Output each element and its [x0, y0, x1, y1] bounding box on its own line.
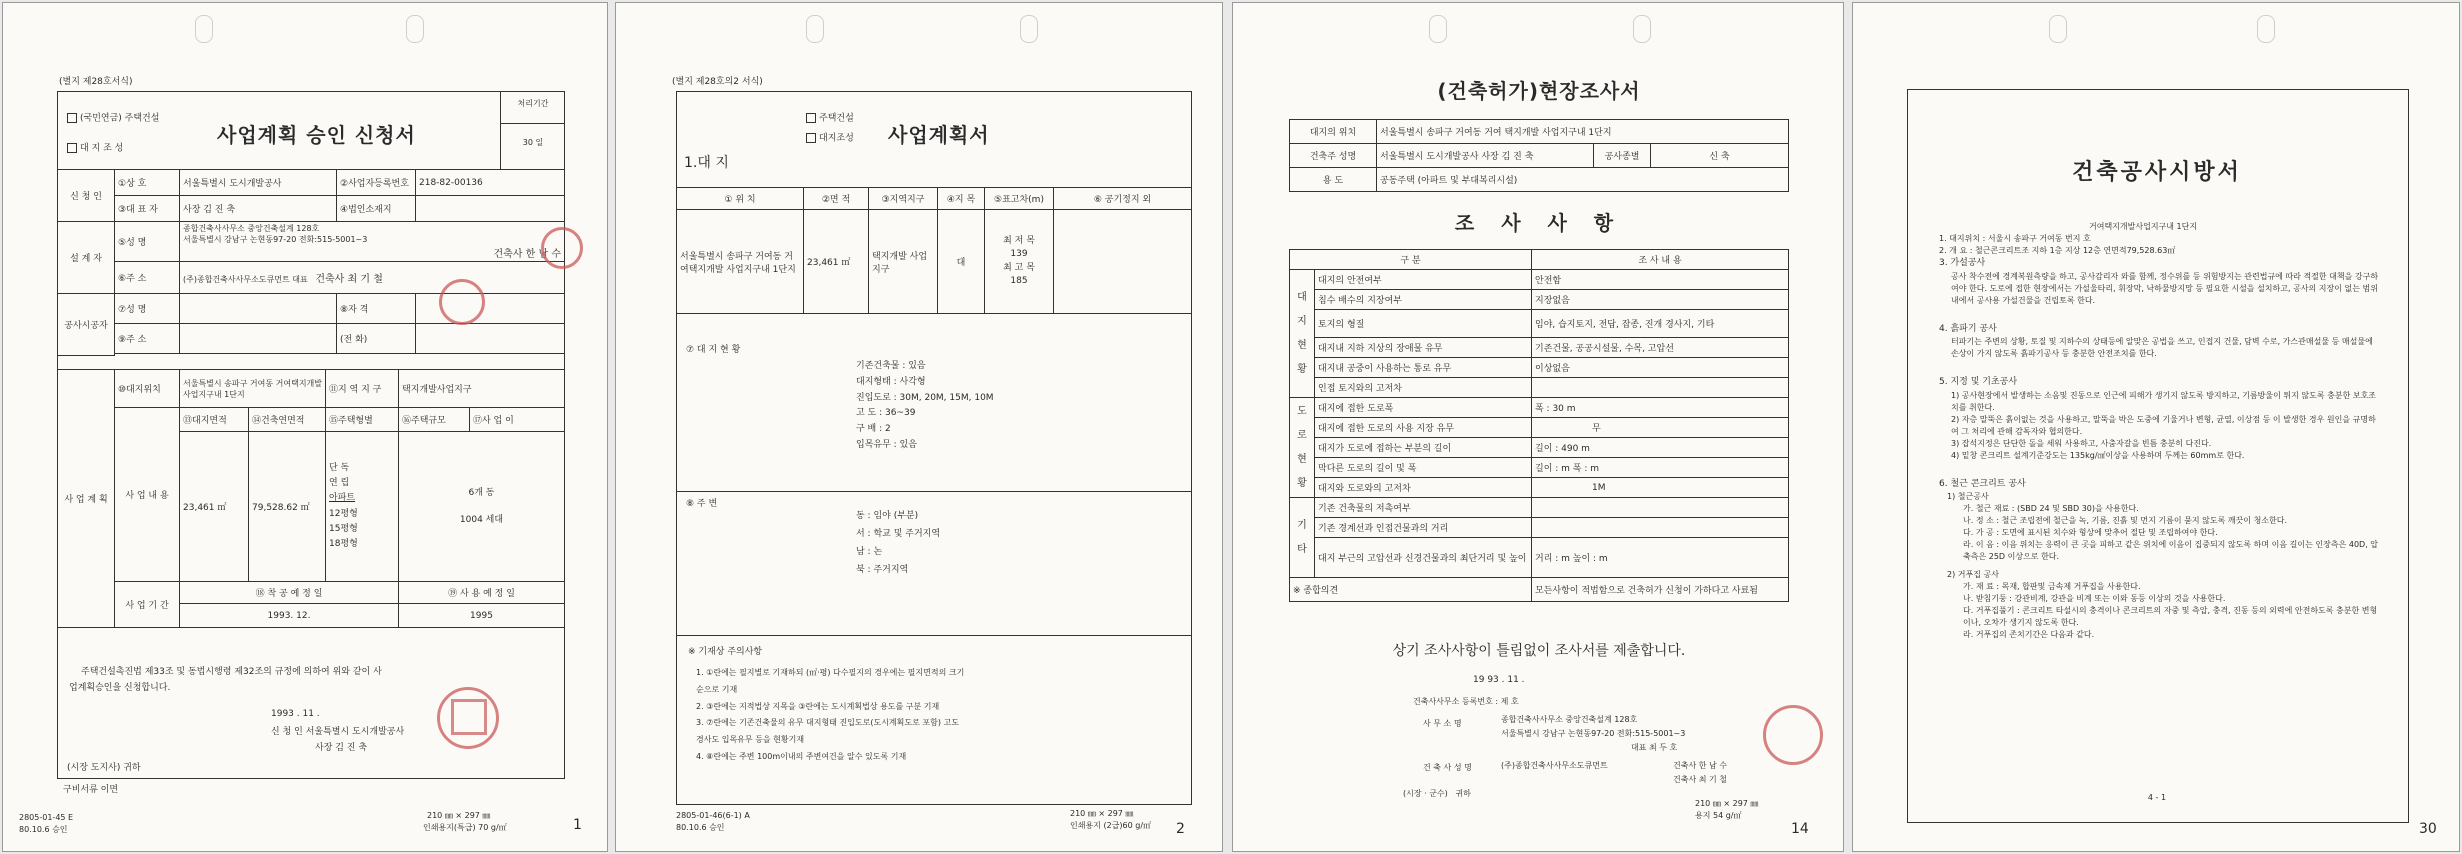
value-end: 1995 — [399, 604, 565, 628]
spec-paragraph: 2) 자층 말뚝은 흙이없는 것을 사용하고, 말뚝을 박은 도중에 기울거나 변형, 균열, 이상점 등 이 발생한 경우 원인을 규명하여 그 처리에 관해 감독자와 협의한다. — [1951, 414, 2376, 436]
footer-size: 210 ㎜ × 297 ㎜ — [427, 811, 491, 820]
note-line: 2. ③란에는 지적법상 지목을 ③란에는 도시계획법상 용도를 구분 기재 — [696, 701, 940, 711]
survey-title: 조 사 사 항 — [1454, 211, 1624, 235]
red-seal-stamp — [439, 279, 485, 325]
page-1-application-form — [2, 2, 608, 852]
height-item: 최 고 목 — [1003, 262, 1035, 273]
label-designer-address: ⑥주 소 — [115, 262, 180, 294]
spec-subheading: 1) 철근공사 — [1947, 492, 1989, 501]
office-name: 종합건축사사무소 중앙건축설계 128호 — [1501, 715, 1638, 724]
architect-person-1: 건축사 한 남 수 — [1673, 761, 1727, 770]
value-area: 23,461 ㎡ — [804, 210, 869, 314]
survey-row-value: 지장없음 — [1532, 290, 1789, 310]
spec-paragraph: 다. 거푸집풀기 : 콘크리트 타설시의 충격이나 콘크리트의 자중 및 측압, 충격, 진동 등의 외력에 안전하도록 충분한 변형이나, 오차가 생기지 않도록 한다. — [1963, 606, 2378, 627]
type-item: 12평형 — [329, 508, 358, 519]
designer-office-addr: 서울특별시 강남구 논현동97-20 전화:515-5001~3 — [183, 235, 368, 244]
label-floor-area: ⑭건축연면적 — [249, 408, 326, 432]
statement-line-1: 주택건설촉진법 제33조 및 동법시행령 제32조의 규정에 의하여 위와 같이 사 — [81, 667, 382, 677]
designer-label: 설 계 자 — [58, 222, 115, 294]
type-item: 단 독 — [329, 462, 350, 473]
status-item: 입목유무 : 있음 — [856, 439, 917, 450]
header-height: ⑤표고차(m) — [985, 188, 1054, 210]
builder-label: 공사시공자 — [58, 294, 115, 356]
designer-office: 종합건축사사무소 중앙건축설계 128호 — [183, 224, 320, 233]
red-seal-stamp — [1763, 705, 1823, 765]
binding-hole — [2257, 15, 2275, 43]
spec-heading: 6. 철근 콘크리트 공사 — [1939, 478, 2026, 489]
value-use: 공동주택 (아파트 및 부대복리시설) — [1377, 168, 1789, 192]
label-count: ⑰사 업 이 — [470, 408, 565, 432]
note-line: 순으로 기재 — [696, 684, 738, 694]
site-table — [676, 187, 1192, 314]
value-name: 서울특별시 도시개발공사 — [180, 170, 337, 196]
spec-paragraph: 4) 밑창 콘크리트 설계기준강도는 135kg/㎠이상을 사용하며 두께는 60mm로 한다. — [1951, 450, 2245, 460]
period-label: 처리기간 — [501, 91, 565, 124]
type-item: 아파트 — [329, 493, 356, 504]
office-address: 서울특별시 강남구 논현동97-20 전화:515-5001~3 — [1501, 729, 1686, 738]
page-number: 14 — [1791, 821, 1809, 837]
survey-row-value — [1532, 518, 1789, 538]
header-location: ① 위 치 — [677, 188, 804, 210]
label-use: 용 도 — [1290, 168, 1377, 192]
footer-code: 2805-01-46(6-1) A — [676, 811, 750, 820]
label-housing-type: ⑮주택형별 — [326, 408, 399, 432]
designer-architect: 건축사 최 기 철 — [315, 274, 383, 285]
spec-heading: 3. 가설공사 — [1939, 258, 1986, 268]
office-rep: 대표 최 두 호 — [1631, 743, 1678, 752]
plan-label: 사 업 계 획 — [58, 370, 115, 628]
label-builder-name: ⑦성 명 — [115, 294, 180, 324]
form-reference: (별지 제28호서식) — [59, 77, 133, 87]
label-area: ⑬대지면적 — [180, 408, 249, 432]
checkbox-land — [67, 143, 77, 153]
spec-line: 거여택지개발사업지구내 1단지 — [2089, 222, 2198, 231]
value-zone: 택지개발 사업지구 — [869, 210, 938, 314]
designer-address: (주)종합건축사사무소도큐먼트 대표 — [183, 275, 308, 284]
label-kind: 공사종별 — [1594, 144, 1651, 168]
label-end: ⑲ 사 용 예 정 일 — [399, 582, 565, 604]
form-header — [676, 91, 1192, 188]
survey-row-value: 기존건물, 공공시설물, 수목, 고압선 — [1532, 338, 1789, 358]
binding-hole — [1633, 15, 1651, 43]
surroundings-block — [676, 491, 1192, 636]
sign-label: 신 청 인 — [271, 727, 303, 737]
reg-label: 건축사사무소 등록번호 : 제 호 — [1413, 697, 1519, 706]
survey-row-label: 인접 토지와의 고저차 — [1315, 378, 1532, 398]
architect-person-2: 건축사 최 기 철 — [1673, 775, 1727, 784]
status-item: 기존건축물 : 있음 — [856, 361, 926, 371]
binding-hole — [195, 15, 213, 43]
section-title: 1.대 지 — [684, 155, 729, 171]
header-other: ⑥ 공기정지 외 — [1054, 188, 1192, 210]
footer-approval: 80.10.6 승인 — [19, 825, 68, 834]
surround-item: 북 : 주거지역 — [856, 565, 909, 575]
binding-hole — [1020, 15, 1038, 43]
spec-heading: 4. 흙파기 공사 — [1939, 323, 1997, 334]
value-floor-area: 79,528.62 ㎡ — [249, 432, 326, 582]
designer-person: 건축사 한 남 수 — [493, 249, 561, 260]
surround-label: ⑧ 주 변 — [686, 499, 718, 509]
side-label-road: 도 로 현 황 — [1290, 398, 1315, 498]
footer-paper: 인쇄용지 (2급)60 g/㎡ — [1070, 821, 1152, 830]
surround-item: 동 : 임야 (부분) — [856, 511, 919, 521]
label-rep: ③대 표 자 — [115, 196, 180, 222]
page-2-business-plan — [615, 2, 1223, 852]
value-owner: 서울특별시 도시개발공사 사장 김 진 축 — [1377, 144, 1594, 168]
label-owner: 건축주 성명 — [1290, 144, 1377, 168]
summary-label: ※ 종합의견 — [1290, 578, 1532, 602]
value-kind: 신 축 — [1651, 144, 1789, 168]
survey-row-value: 길이 : 490 m — [1532, 438, 1789, 458]
label-address: ④법인소재지 — [337, 196, 416, 222]
page-number: 1 — [573, 817, 582, 833]
type-item: 연 립 — [329, 477, 350, 488]
architect-label: 건 축 사 성 명 — [1423, 763, 1472, 772]
status-label: ⑦ 대 지 현 황 — [686, 345, 741, 355]
survey-date: 19 93 . 11 . — [1473, 675, 1525, 685]
label-period: 사 업 기 간 — [115, 582, 180, 628]
survey-row-value: 폭 : 30 m — [1532, 398, 1789, 418]
survey-row-label: 기존 건축물의 저촉여부 — [1315, 498, 1532, 518]
header-category: ④지 목 — [938, 188, 985, 210]
value-site: 서울특별시 송파구 거여동 거여택지개발사업지구내 1단지 — [180, 370, 326, 408]
binding-hole — [406, 15, 424, 43]
red-seal-stamp — [541, 227, 583, 269]
footer-size: 210 ㎜ × 297 ㎜ — [1695, 799, 1759, 808]
footer-code: 2805-01-45 E — [19, 813, 74, 822]
note-line: 1. ①란에는 필지별로 기재하되 (㎡·평) 다수필지의 경우에는 필지면적의 크기 — [696, 668, 965, 677]
note-line: 3. ⑦란에는 기존건축물의 유무 대지형태 진입도로(도시계획도로 포함) 고도 — [696, 718, 959, 728]
spec-paragraph: 터파기는 주변의 상황, 토질 및 지하수의 상태등에 알맞은 공법을 쓰고, 인접지 건물, 담벽 수로, 가스관매설물 등 매설물에 손상이 가지 않도록 흙파기공사 등 충분한 안전조치를 한다. — [1951, 337, 2373, 358]
architect-office: (주)종합건축사사무소도큐먼트 — [1501, 761, 1608, 770]
height-item: 최 저 목 — [1003, 235, 1035, 246]
survey-row-label: 대지에 접한 도로폭 — [1315, 398, 1532, 418]
recipient: (시장 도지사) — [67, 763, 121, 773]
label-builder-address: ⑨주 소 — [115, 324, 180, 354]
spec-paragraph: 다. 가 공 : 도면에 표시된 치수와 형상에 맞추어 절단 및 조립하여야 한다. — [1963, 528, 2218, 537]
notes-title: ※ 기재상 주의사항 — [688, 647, 763, 657]
statement: 상기 조사사항이 틀림없이 조사서를 제출합니다. — [1392, 643, 1686, 659]
spec-paragraph: 가. 철근 재료 : (SBD 24 및 SBD 30)을 사용한다. — [1963, 504, 2139, 513]
spec-paragraph: 라. 거푸집의 존치기간은 다음과 같다. — [1963, 630, 2095, 639]
survey-table — [1289, 249, 1789, 602]
footer-paper: 인쇄용지(특급) 70 g/㎡ — [423, 823, 507, 832]
survey-row-value: 길이 : m 폭 : m — [1532, 458, 1789, 478]
survey-row-value: 거리 : m 높이 : m — [1532, 538, 1789, 578]
header-area: ②면 적 — [804, 188, 869, 210]
label-site: 대지의 위치 — [1290, 120, 1377, 144]
check-label-housing: (국민연금) 주택건설 — [80, 113, 160, 124]
spec-paragraph: 3) 잡석지정은 단단한 돌을 세워 사용하고, 사춤자갈을 빈틈 충분히 다진다. — [1951, 438, 2212, 448]
survey-row-value — [1532, 498, 1789, 518]
survey-row-label: 대지 부근의 고압선과 신경건물과의 최단거리 및 높이 — [1315, 538, 1532, 578]
header-content: 조 사 내 용 — [1532, 250, 1789, 270]
sign-org: 서울특별시 도시개발공사 — [305, 727, 405, 737]
check-label-land: 대 지 조 성 — [80, 143, 124, 154]
survey-row-value: 안전함 — [1532, 270, 1789, 290]
spec-heading: 5. 지정 및 기초공사 — [1939, 377, 2018, 387]
binding-hole — [1429, 15, 1447, 43]
form-header — [57, 91, 565, 170]
info-table — [1289, 119, 1789, 192]
recipient-suffix: 귀하 — [1455, 789, 1471, 798]
site-status-block — [676, 341, 1192, 492]
status-item: 진입도로 : 30M, 20M, 15M, 10M — [856, 392, 994, 403]
summary-text: 모든사항이 적법함으로 건축허가 신청이 가하다고 사료됨 — [1532, 578, 1789, 602]
spec-paragraph: 1) 공사현장에서 발생하는 소음및 진동으로 인근에 피해가 생기지 않도록 방지하고, 기름방울이 튀지 않도록 충분한 보호조치를 취한다. — [1951, 390, 2377, 412]
page-title: 사업계획서 — [888, 123, 990, 147]
page-number: 30 — [2419, 821, 2437, 837]
binding-hole — [806, 15, 824, 43]
sign-person: 사장 김 진 축 — [315, 743, 368, 753]
period-value: 30 일 — [522, 138, 544, 147]
form-reference: (별지 제28호의2 서식) — [672, 77, 763, 87]
spec-line: 2. 개 요 : 철근콘크리트조 지하 1층 지상 12층 연면적79,528.63㎡ — [1939, 246, 2176, 255]
checkbox-housing — [67, 113, 77, 123]
spec-line: 1. 대지위치 : 서울시 송파구 거여동 번지 호 — [1939, 234, 2091, 243]
office-label: 사 무 소 명 — [1423, 719, 1462, 728]
label-designer-name: ⑤성 명 — [115, 222, 180, 262]
value-start: 1993. 12. — [180, 604, 399, 628]
check-label-housing: 주택건설 — [819, 113, 854, 124]
label-site: ⑩대지위치 — [115, 370, 180, 408]
footer-approval: 80.10.6 승인 — [676, 823, 725, 832]
statement-line-2: 업계획승인을 신청합니다. — [69, 683, 171, 693]
checkbox-housing — [806, 113, 816, 123]
page-title: 사업계획 승인 신청서 — [217, 123, 416, 147]
application-date: 1993 . 11 . — [271, 709, 320, 719]
check-label-land: 대지조성 — [819, 133, 854, 144]
surround-item: 서 : 학교 및 주거지역 — [856, 529, 941, 539]
label-housing-size: ⑯주택규모 — [399, 408, 470, 432]
binding-hole — [2049, 15, 2067, 43]
type-item: 18평형 — [329, 539, 358, 550]
spec-paragraph: 나. 정 소 : 철근 조립전에 철근을 녹, 기름, 진흙 및 먼지 기름이 묻지 않도록 깨끗이 청소한다. — [1963, 516, 2288, 525]
value-zone: 택지개발사업지구 — [399, 370, 565, 408]
footer-size: 210 ㎜ × 297 ㎜ — [1070, 809, 1134, 818]
survey-row-label: 대지가 도로에 접하는 부분의 길이 — [1315, 438, 1532, 458]
label-name: ①상 호 — [115, 170, 180, 196]
footer-paper: 용지 54 g/㎡ — [1695, 811, 1742, 820]
side-label-site: 대 지 현 황 — [1290, 270, 1315, 398]
label-start: ⑱ 착 공 예 정 일 — [180, 582, 399, 604]
spec-paragraph: 공사 착수전에 경계복원측량을 하고, 공사감리자 와를 함께, 정수위를 등 위험방지는 관련법규에 따라 적절한 대책을 강구하여야 한다. 도로에 접한 현장에서는 가설울타리, 휘장막, 낙하물방지망 등 필요한 시설을 설치하고, 공사의 지장이 없는 범위내에서 공사용 가설건물을 건립토록 한다. — [1951, 271, 2379, 305]
survey-row-label: 대지내 지하 지상의 장애물 유무 — [1315, 338, 1532, 358]
survey-row-value: 1M — [1532, 478, 1789, 498]
side-label-other: 기 타 — [1290, 498, 1315, 578]
page-4-construction-spec — [1852, 2, 2460, 852]
survey-row-value: 이상없음 — [1532, 358, 1789, 378]
height-item: 185 — [1010, 276, 1028, 286]
surround-item: 남 : 논 — [856, 547, 883, 557]
header-zone: ③지역지구 — [869, 188, 938, 210]
spec-body — [1939, 221, 2379, 641]
page-number: 2 — [1176, 821, 1185, 837]
spec-paragraph: 라. 이 음 : 이음 위치는 응력이 큰 곳을 피하고 같은 위치에 이음이 집중되지 않도록 하며 이음 길이는 인장측은 40D, 압축측은 25D 이상으로 한다. — [1963, 540, 2379, 561]
value-location: 서울특별시 송파구 거여동 거여택지개발 사업지구내 1단지 — [677, 210, 804, 314]
survey-row-label: 토지의 형질 — [1315, 310, 1532, 338]
height-item: 139 — [1010, 249, 1028, 259]
status-item: 고 도 : 36~39 — [856, 408, 916, 419]
applicant-table — [57, 169, 565, 356]
recipient: (시장 · 군수) — [1403, 789, 1448, 798]
status-item: 대지형태 : 사각형 — [856, 376, 926, 387]
survey-row-value: 무 — [1532, 418, 1789, 438]
red-square-seal — [451, 699, 487, 735]
survey-row-label: 대지내 공중이 사용하는 통로 유무 — [1315, 358, 1532, 378]
survey-row-label: 대지와 도로와의 고저차 — [1315, 478, 1532, 498]
header-division: 구 분 — [1290, 250, 1532, 270]
survey-row-label: 대지의 안전여부 — [1315, 270, 1532, 290]
value-buildings: 6개 동 — [468, 487, 495, 498]
recipient-suffix: 귀하 — [123, 763, 141, 773]
survey-row-label: 침수 배수의 지장여부 — [1315, 290, 1532, 310]
page-title: 건축공사시방서 — [2072, 160, 2242, 185]
survey-row-label: 대지에 접한 도로의 사용 지장 유무 — [1315, 418, 1532, 438]
type-item: 15평형 — [329, 523, 358, 534]
value-category: 대 — [938, 210, 985, 314]
label-builder-qual: ⑧자 격 — [337, 294, 416, 324]
survey-row-value — [1532, 378, 1789, 398]
note-line: 경사도 입목유무 등을 현황기재 — [696, 735, 805, 745]
label-zone: ⑪지 역 지 구 — [326, 370, 399, 408]
page-3-site-survey — [1232, 2, 1844, 852]
value-households: 1004 세대 — [459, 514, 504, 525]
label-content: 사 업 내 용 — [115, 408, 180, 582]
value-rep: 사장 김 진 축 — [180, 196, 337, 222]
label-builder-tel: (전 화) — [337, 324, 416, 354]
spec-page-ref: 4 - 1 — [2147, 793, 2167, 802]
value-bizno: 218-82-00136 — [416, 170, 565, 196]
value-area: 23,461 ㎡ — [180, 432, 249, 582]
status-item: 구 배 : 2 — [856, 424, 891, 434]
applicant-label: 신 청 인 — [58, 170, 115, 222]
spec-paragraph: 나. 받침기둥 : 강관비계, 강관을 비계 또는 이와 동등 이상의 것을 사용한다. — [1963, 594, 2226, 603]
label-bizno: ②사업자등록번호 — [337, 170, 416, 196]
spec-subheading: 2) 거푸집 공사 — [1947, 570, 1999, 579]
survey-row-value: 임야, 습지토지, 전답, 잡종, 진개 경사지, 기타 — [1532, 310, 1789, 338]
survey-row-label: 기존 경계선과 인접건물과의 거리 — [1315, 518, 1532, 538]
note-line: 4. ⑧란에는 주변 100m이내의 주변여건을 알수 있도록 기재 — [696, 751, 907, 761]
page-title: (건축허가)현장조사서 — [1437, 79, 1641, 103]
survey-row-label: 막다른 도로의 길이 및 폭 — [1315, 458, 1532, 478]
attachments-note: 구비서류 이면 — [63, 785, 119, 795]
value-site: 서울특별시 송파구 거여동 거여 택지개발 사업지구내 1단지 — [1377, 120, 1789, 144]
plan-table — [57, 369, 565, 628]
checkbox-land — [806, 133, 816, 143]
spec-paragraph: 가. 재 료 : 목재, 합판및 금속제 거푸집을 사용한다. — [1963, 582, 2141, 591]
